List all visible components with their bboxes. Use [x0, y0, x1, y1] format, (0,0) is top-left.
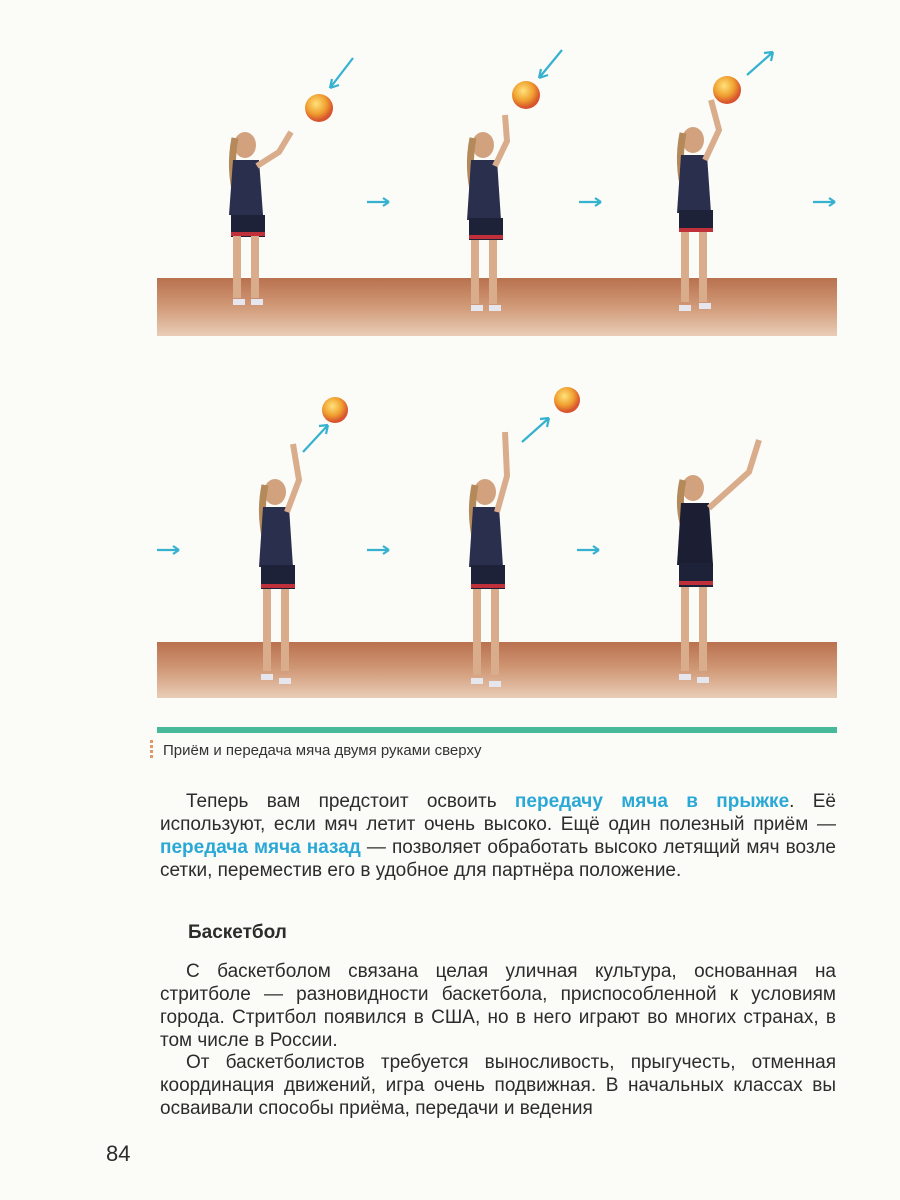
figure-caption — [150, 740, 481, 760]
section-heading: Баскетбол — [188, 922, 287, 943]
paragraph-1-part-1: Теперь вам предстоит освоить — [186, 791, 515, 812]
caption-rule — [157, 727, 837, 733]
ball-icon — [713, 76, 741, 104]
ball-icon — [322, 397, 348, 423]
paragraph-3-text: От баскетболистов требуется выносливость, прыгучесть, отменная координация движений, игра очень подвижная. В начальных классах вы осваивали способы приёма, передачи и ведения — [160, 1052, 836, 1119]
highlight-back-pass: передача мяча назад — [160, 837, 361, 858]
ball-icon — [305, 94, 333, 122]
caption-text: Приём и передача мяча двумя руками сверху — [163, 741, 482, 759]
page-number: 84 — [106, 1141, 131, 1166]
paragraph-1 — [160, 790, 836, 882]
paragraph-2-text: С баскетболом связана целая уличная культура, основанная на стритболе — разновидности баскетбола, приспособленной к условиям города. Стритбол появился в США, но в него играют во многих странах, в том числе в России. — [160, 961, 836, 1051]
paragraph-1-part-2: . Её используют, если мяч летит очень высоко. Ещё один полезный приём — — [160, 791, 836, 835]
paragraph-2 — [160, 960, 836, 1052]
highlight-jump-pass: передачу мяча в прыжке — [514, 791, 790, 812]
paragraph-3 — [160, 1051, 836, 1120]
paragraph-1-part-3: — позволяет обработать высоко летящий мяч возле сетки, переместив его в удобное для партнёра положение. — [160, 837, 836, 881]
photo-sequence-bottom — [157, 380, 837, 710]
ball-icon — [512, 81, 540, 109]
caption-marker — [150, 740, 153, 760]
photo-sequence-top — [157, 20, 837, 350]
ball-icon — [554, 387, 580, 413]
